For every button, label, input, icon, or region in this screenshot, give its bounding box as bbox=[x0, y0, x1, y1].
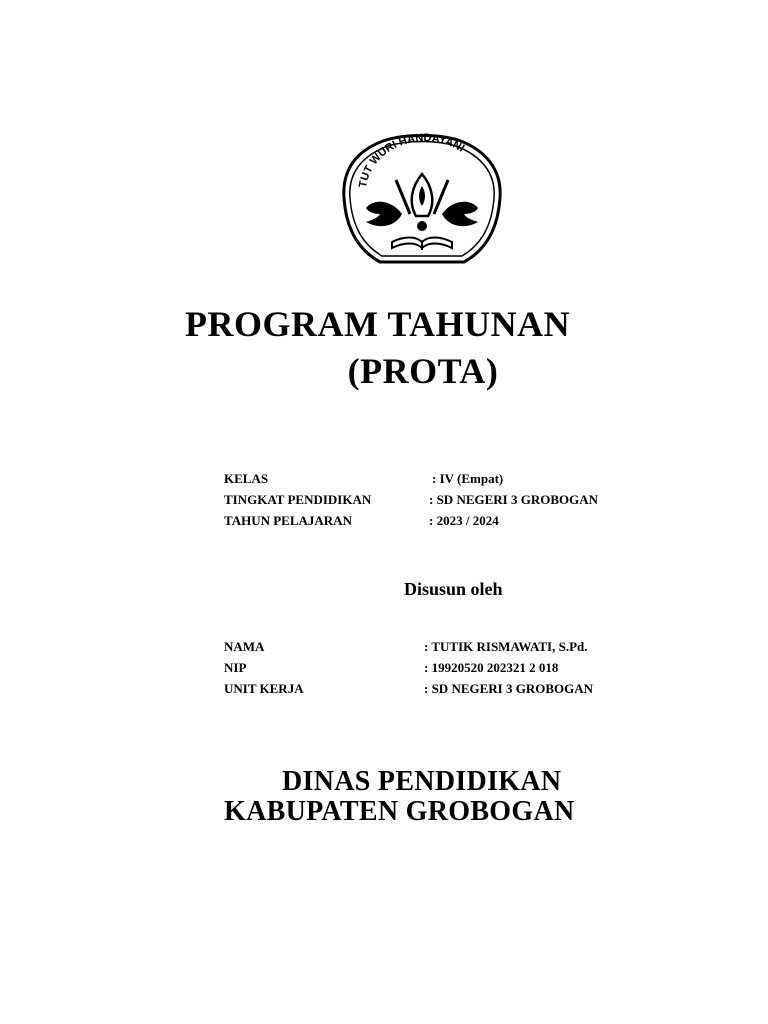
class-value: : IV (Empat) bbox=[432, 471, 504, 486]
nip-value: : 19920520 202321 2 018 bbox=[424, 660, 559, 675]
regency-name: KABUPATEN GROBOGAN bbox=[224, 796, 575, 827]
svg-text:TUT WURI HANDAYANI bbox=[357, 132, 466, 188]
school-year-label: TAHUN PELAJARAN bbox=[224, 513, 352, 528]
education-level-label: TINGKAT PENDIDIKAN bbox=[224, 492, 372, 507]
logo-arc-text: TUT WURI HANDAYANI bbox=[357, 132, 467, 189]
compiled-by-heading: Disusun oleh bbox=[404, 579, 503, 599]
agency-name: DINAS PENDIDIKAN bbox=[282, 766, 562, 797]
class-label: KELAS bbox=[224, 471, 269, 486]
education-level-value: : SD NEGERI 3 GROBOGAN bbox=[429, 492, 599, 507]
nip-label: NIP bbox=[224, 660, 247, 675]
document-title: PROGRAM TAHUNAN bbox=[185, 304, 571, 344]
tut-wuri-handayani-logo bbox=[336, 130, 508, 270]
name-value: : TUTIK RISMAWATI, S.Pd. bbox=[424, 639, 588, 654]
school-year-value: : 2023 / 2024 bbox=[429, 513, 499, 528]
work-unit-label: UNIT KERJA bbox=[224, 681, 304, 696]
work-unit-value: : SD NEGERI 3 GROBOGAN bbox=[424, 681, 594, 696]
document-subtitle: (PROTA) bbox=[347, 351, 499, 391]
name-label: NAMA bbox=[224, 639, 265, 654]
